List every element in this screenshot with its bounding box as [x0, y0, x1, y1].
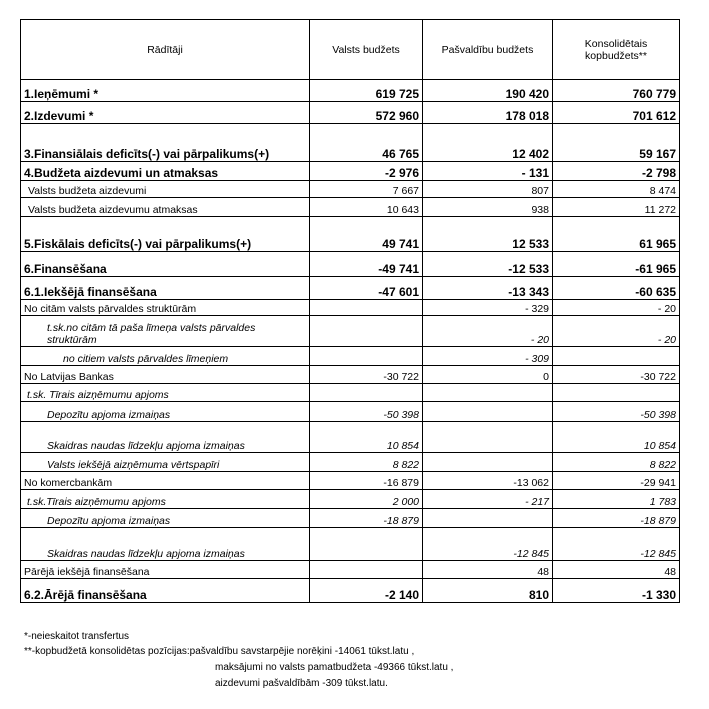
row-label: No Latvijas Bankas	[21, 366, 310, 384]
value-state-budget: -30 722	[310, 366, 423, 384]
value-municipal-budget	[423, 422, 553, 453]
row-label: 1.Ieņēmumi *	[21, 80, 310, 102]
row-label: Valsts iekšējā aizņēmuma vērtspapīri	[21, 453, 310, 472]
value-state-budget: -2 140	[310, 579, 423, 603]
header-indicators: Rādītāji	[21, 20, 310, 80]
value-consolidated-budget: 59 167	[553, 124, 680, 162]
value-state-budget: -2 976	[310, 162, 423, 181]
footnote-1: *-neieskaitot transfertus	[24, 631, 130, 642]
value-consolidated-budget: 11 272	[553, 198, 680, 217]
value-state-budget	[310, 384, 423, 402]
value-municipal-budget: 0	[423, 366, 553, 384]
value-consolidated-budget: -60 635	[553, 277, 680, 300]
row-label: Depozītu apjoma izmaiņas	[21, 402, 310, 422]
value-municipal-budget: -12 533	[423, 252, 553, 277]
value-municipal-budget: 190 420	[423, 80, 553, 102]
value-consolidated-budget: 8 822	[553, 453, 680, 472]
value-municipal-budget: - 309	[423, 347, 553, 366]
value-state-budget: -16 879	[310, 472, 423, 490]
value-consolidated-budget: 1 783	[553, 490, 680, 509]
table-row	[21, 384, 680, 402]
value-consolidated-budget	[553, 384, 680, 402]
row-label: 6.1.Iekšējā finansēšana	[21, 277, 310, 300]
value-consolidated-budget: -2 798	[553, 162, 680, 181]
value-municipal-budget	[423, 453, 553, 472]
value-state-budget: 619 725	[310, 80, 423, 102]
row-label: 5.Fiskālais deficīts(-) vai pārpalikums(+)	[21, 217, 310, 252]
value-consolidated-budget: -29 941	[553, 472, 680, 490]
value-state-budget	[310, 316, 423, 347]
value-municipal-budget: - 329	[423, 300, 553, 316]
row-label: Valsts budžeta aizdevumi	[21, 181, 310, 198]
value-state-budget	[310, 347, 423, 366]
table-body	[21, 80, 680, 603]
value-consolidated-budget: 8 474	[553, 181, 680, 198]
table-row	[21, 277, 680, 300]
value-state-budget	[310, 561, 423, 579]
value-municipal-budget: - 131	[423, 162, 553, 181]
value-state-budget: 7 667	[310, 181, 423, 198]
row-label: t.sk.no citām tā paša līmeņa valsts pārvaldes struktūrām	[21, 316, 310, 347]
table-header-row	[21, 20, 680, 80]
row-label: No komercbankām	[21, 472, 310, 490]
table-row	[21, 316, 680, 347]
footnote-2: **-kopbudžetā konsolidētas pozīcijas:pašvaldību savstarpējie norēķini -14061 tūkst.latu ,	[24, 646, 415, 657]
table-row	[21, 198, 680, 217]
header-municipal-budget: Pašvaldību budžets	[423, 20, 553, 80]
row-label: 3.Finansiālais deficīts(-) vai pārpalikums(+)	[21, 124, 310, 162]
value-consolidated-budget: 760 779	[553, 80, 680, 102]
value-state-budget: 10 643	[310, 198, 423, 217]
row-label: t.sk. Tīrais aizņēmumu apjoms	[21, 384, 310, 402]
row-label: No citām valsts pārvaldes struktūrām	[21, 300, 310, 316]
value-municipal-budget: 12 402	[423, 124, 553, 162]
value-state-budget: 46 765	[310, 124, 423, 162]
table-row	[21, 528, 680, 561]
value-state-budget: 10 854	[310, 422, 423, 453]
row-label: 6.Finansēšana	[21, 252, 310, 277]
value-consolidated-budget: -12 845	[553, 528, 680, 561]
value-municipal-budget: 48	[423, 561, 553, 579]
value-municipal-budget: 178 018	[423, 102, 553, 124]
value-consolidated-budget: 61 965	[553, 217, 680, 252]
row-label: no citiem valsts pārvaldes līmeņiem	[21, 347, 310, 366]
row-label: Skaidras naudas līdzekļu apjoma izmaiņas	[21, 422, 310, 453]
value-state-budget: -18 879	[310, 509, 423, 528]
value-municipal-budget	[423, 509, 553, 528]
value-state-budget: 2 000	[310, 490, 423, 509]
value-consolidated-budget: 701 612	[553, 102, 680, 124]
header-state-budget: Valsts budžets	[310, 20, 423, 80]
value-consolidated-budget: 48	[553, 561, 680, 579]
value-municipal-budget: -13 343	[423, 277, 553, 300]
table-row	[21, 422, 680, 453]
table-row	[21, 300, 680, 316]
value-municipal-budget: - 217	[423, 490, 553, 509]
table-row	[21, 490, 680, 509]
value-consolidated-budget: -61 965	[553, 252, 680, 277]
value-municipal-budget	[423, 384, 553, 402]
row-label: t.sk.Tīrais aizņēmumu apjoms	[21, 490, 310, 509]
value-consolidated-budget: - 20	[553, 300, 680, 316]
table-row	[21, 561, 680, 579]
value-state-budget	[310, 300, 423, 316]
table-row	[21, 402, 680, 422]
value-consolidated-budget: -50 398	[553, 402, 680, 422]
table-row	[21, 217, 680, 252]
value-state-budget: 8 822	[310, 453, 423, 472]
value-state-budget: -47 601	[310, 277, 423, 300]
value-consolidated-budget: -30 722	[553, 366, 680, 384]
value-consolidated-budget: 10 854	[553, 422, 680, 453]
table-row	[21, 509, 680, 528]
value-state-budget: 572 960	[310, 102, 423, 124]
value-municipal-budget: -13 062	[423, 472, 553, 490]
header-consolidated-budget: Konsolidētais kopbudžets**	[553, 20, 680, 80]
row-label: Pārējā iekšējā finansēšana	[21, 561, 310, 579]
value-municipal-budget: 807	[423, 181, 553, 198]
value-consolidated-budget: - 20	[553, 316, 680, 347]
table-row	[21, 347, 680, 366]
table-row	[21, 579, 680, 603]
value-municipal-budget: -12 845	[423, 528, 553, 561]
budget-table	[20, 19, 680, 603]
row-label: Depozītu apjoma izmaiņas	[21, 509, 310, 528]
footnote-4: aizdevumi pašvaldībām -309 tūkst.latu.	[215, 678, 388, 689]
value-state-budget: -49 741	[310, 252, 423, 277]
value-municipal-budget: - 20	[423, 316, 553, 347]
table-row	[21, 102, 680, 124]
value-consolidated-budget	[553, 347, 680, 366]
value-consolidated-budget: -18 879	[553, 509, 680, 528]
value-consolidated-budget: -1 330	[553, 579, 680, 603]
footnote-3: maksājumi no valsts pamatbudžeta -49366 tūkst.latu ,	[215, 662, 454, 673]
row-label: Valsts budžeta aizdevumu atmaksas	[21, 198, 310, 217]
table-row	[21, 252, 680, 277]
value-municipal-budget	[423, 402, 553, 422]
table-row	[21, 366, 680, 384]
value-state-budget: 49 741	[310, 217, 423, 252]
table-row	[21, 453, 680, 472]
row-label: 6.2.Ārējā finansēšana	[21, 579, 310, 603]
value-municipal-budget: 810	[423, 579, 553, 603]
value-municipal-budget: 12 533	[423, 217, 553, 252]
table-row	[21, 472, 680, 490]
table-row	[21, 162, 680, 181]
table-row	[21, 80, 680, 102]
row-label: 4.Budžeta aizdevumi un atmaksas	[21, 162, 310, 181]
value-state-budget: -50 398	[310, 402, 423, 422]
table-row	[21, 181, 680, 198]
row-label: 2.Izdevumi *	[21, 102, 310, 124]
budget-table-container	[20, 19, 679, 603]
table-row	[21, 124, 680, 162]
value-state-budget	[310, 528, 423, 561]
row-label: Skaidras naudas līdzekļu apjoma izmaiņas	[21, 528, 310, 561]
value-municipal-budget: 938	[423, 198, 553, 217]
